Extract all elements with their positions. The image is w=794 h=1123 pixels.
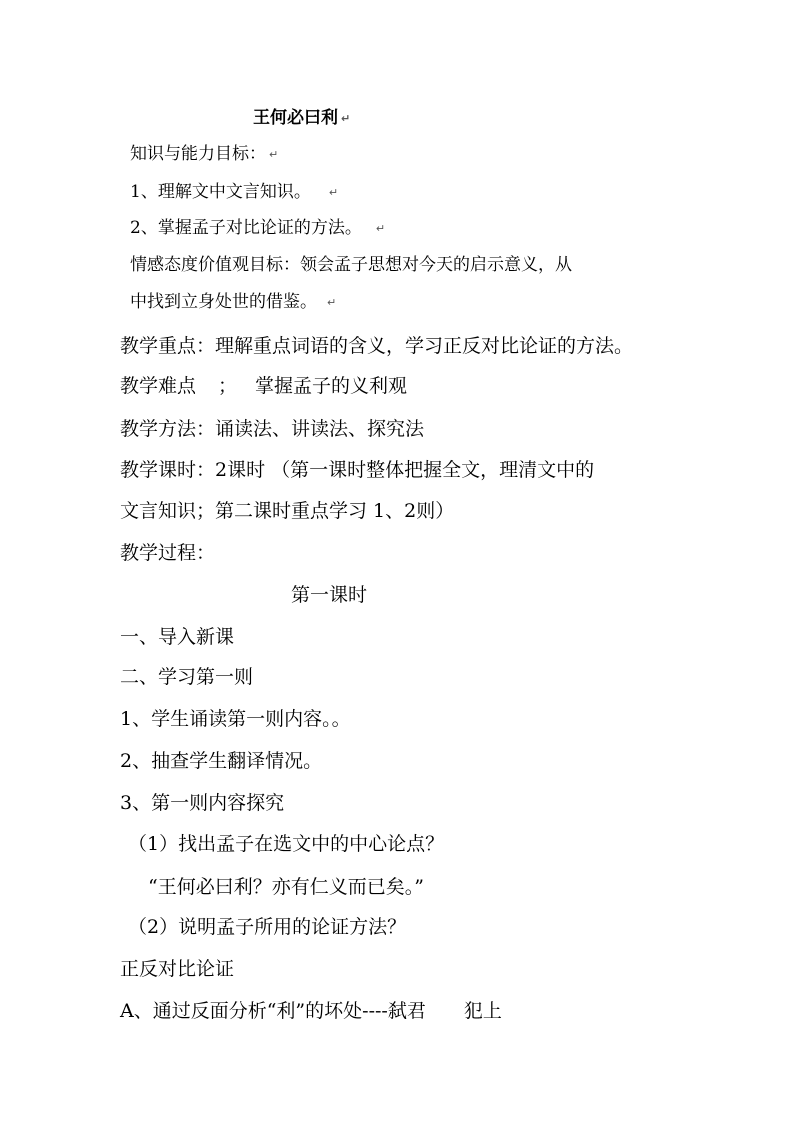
answer-2-detail: A、通过反面分析“利”的坏处----弑君 犯上 [120,1000,502,1022]
answer-1: “王何必曰利？亦有仁义而已矣。” [148,876,424,898]
teaching-process-heading: 教学过程： [120,542,216,564]
sub-step-3: 3、第一则内容探究 [120,792,285,814]
sub-step-1: 1、学生诵读第一则内容。。 [120,708,351,730]
objective-item-2-text: 2、掌握孟子对比论证的方法。 [130,218,362,238]
teaching-difficulty [120,377,407,396]
objective-item-1-text: 1、理解文中文言知识。 [130,182,311,202]
paragraph-mark-icon: ↵ [341,112,351,125]
question-1: （1）找出孟子在选文中的中心论点？ [128,833,445,855]
emotion-objective-line-2 [130,294,336,311]
paragraph-mark-icon: ↵ [269,148,279,161]
emotion-objective-line-1: 情感态度价值观目标：领会孟子思想对今天的启示意义，从 [130,255,572,275]
paragraph-mark-icon: ↵ [375,222,386,235]
teaching-hours-line-1: 教学课时：2课时 （第一课时整体把握全文，理清文中的 [120,459,595,481]
lesson-one-heading: 第一课时 [291,584,368,606]
step-2: 二、学习第一则 [120,666,254,688]
document-title [253,110,350,127]
emotion-objective-line-2-text: 中找到立身处世的借鉴。 [130,292,317,312]
sub-step-2: 2、抽查学生翻译情况。 [120,750,323,772]
paragraph-mark-icon: ↵ [328,186,339,199]
paragraph-mark-icon: ↵ [327,296,337,309]
knowledge-heading [130,146,278,163]
answer-2: 正反对比论证 [120,958,235,980]
difficulty-separator: ； [218,375,238,397]
teaching-methods: 教学方法：诵读法、讲读法、探究法 [120,418,425,440]
title-text: 王何必曰利 [253,108,338,128]
knowledge-heading-text: 知识与能力目标： [130,144,266,164]
step-1: 一、导入新课 [120,626,235,648]
objective-item-2 [130,220,385,237]
teaching-hours-line-2: 文言知识；第二课时重点学习 1、2则） [120,500,455,522]
objective-item-1 [130,184,338,201]
difficulty-label: 教学难点 [120,375,197,397]
difficulty-text: 掌握孟子的义利观 [255,375,408,397]
teaching-focus: 教学重点：理解重点词语的含义，学习正反对比论证的方法。 [120,335,634,357]
question-2: （2）说明孟子所用的论证方法？ [128,916,407,938]
